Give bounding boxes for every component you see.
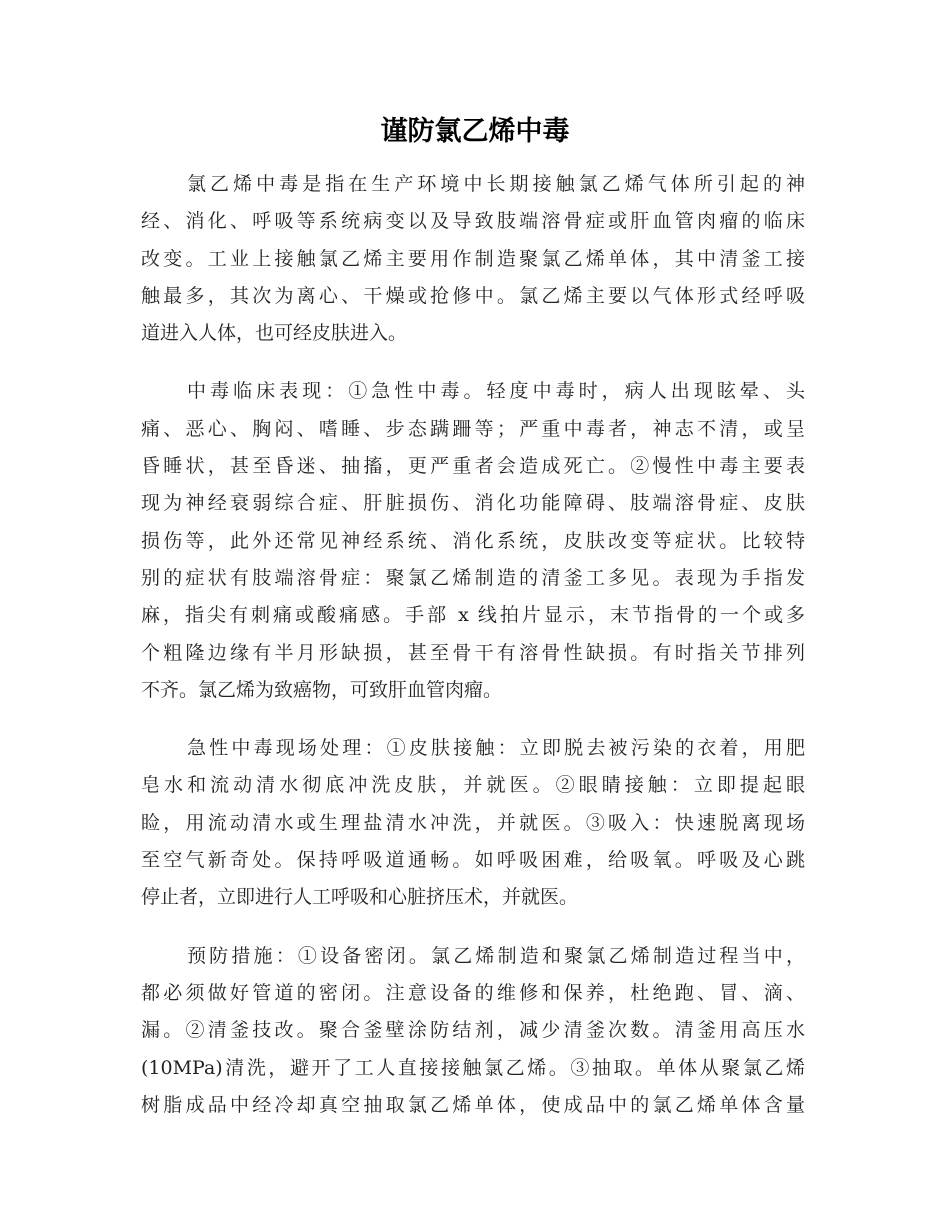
text-line: 道进入人体，也可经皮肤进入。: [141, 322, 408, 345]
text-line: 触最多，其次为离心、干燥或抢修中。氯乙烯主要以气体形式经呼吸: [141, 284, 805, 307]
text-line: 麻，指尖有刺痛或酸痛感。手部 x 线拍片显示，末节指骨的一个或多: [141, 604, 805, 627]
text-line: 皂水和流动清水彻底冲洗皮肤，并就医。②眼睛接触：立即提起眼: [141, 774, 805, 797]
text-line: 预防措施：①设备密闭。氯乙烯制造和聚氯乙烯制造过程当中，: [187, 944, 805, 967]
text-line: 个粗隆边缘有半月形缺损，甚至骨干有溶骨性缺损。有时指关节排列: [141, 641, 805, 664]
text-line: 痛、恶心、胸闷、嗜睡、步态蹒跚等；严重中毒者，神志不清，或呈: [141, 417, 805, 440]
text-line: 不齐。氯乙烯为致癌物，可致肝血管肉瘤。: [141, 678, 503, 701]
text-line: 漏。②清釜技改。聚合釜壁涂防结剂，减少清釜次数。清釜用高压水: [141, 1019, 805, 1042]
text-line: 睑，用流动清水或生理盐清水冲洗，并就医。③吸入：快速脱离现场: [141, 811, 805, 834]
text-line: 改变。工业上接触氯乙烯主要用作制造聚氯乙烯单体，其中清釜工接: [141, 247, 805, 270]
text-line: 现为神经衰弱综合症、肝脏损伤、消化功能障碍、肢端溶骨症、皮肤: [141, 492, 805, 515]
text-line: 都必须做好管道的密闭。注意设备的维修和保养，杜绝跑、冒、滴、: [141, 981, 805, 1004]
text-line: 经、消化、呼吸等系统病变以及导致肢端溶骨症或肝血管肉瘤的临床: [141, 210, 805, 233]
paragraph-intro: [141, 166, 805, 352]
text-line: 停止者，立即进行人工呼吸和心脏挤压术，并就医。: [141, 886, 579, 909]
text-line: 至空气新奇处。保持呼吸道通畅。如呼吸困难，给吸氧。呼吸及心跳: [141, 849, 805, 872]
text-line: 树脂成品中经冷却真空抽取氯乙烯单体，使成品中的氯乙烯单体含量: [141, 1093, 805, 1116]
text-line: (10MPa)清洗，避开了工人直接接触氯乙烯。③抽取。单体从聚氯乙烯: [141, 1056, 805, 1079]
paragraph-prevention: [141, 938, 805, 1124]
text-line: 急性中毒现场处理：①皮肤接触：立即脱去被污染的衣着，用肥: [187, 737, 805, 760]
text-line: 损伤等，此外还常见神经系统、消化系统，皮肤改变等症状。比较特: [141, 529, 805, 552]
text-line: 昏睡状，甚至昏迷、抽搐，更严重者会造成死亡。②慢性中毒主要表: [141, 455, 805, 478]
document-body: [141, 166, 805, 1145]
paragraph-emergency-treatment: [141, 730, 805, 916]
text-line: 别的症状有肢端溶骨症：聚氯乙烯制造的清釜工多见。表现为手指发: [141, 566, 805, 589]
text-line: 氯乙烯中毒是指在生产环境中长期接触氯乙烯气体所引起的神: [187, 173, 805, 195]
document-title: 谨防氯乙烯中毒: [380, 116, 570, 147]
paragraph-clinical-symptoms: [141, 373, 805, 709]
text-line: 中毒临床表现：①急性中毒。轻度中毒时，病人出现眩晕、头: [187, 380, 805, 403]
